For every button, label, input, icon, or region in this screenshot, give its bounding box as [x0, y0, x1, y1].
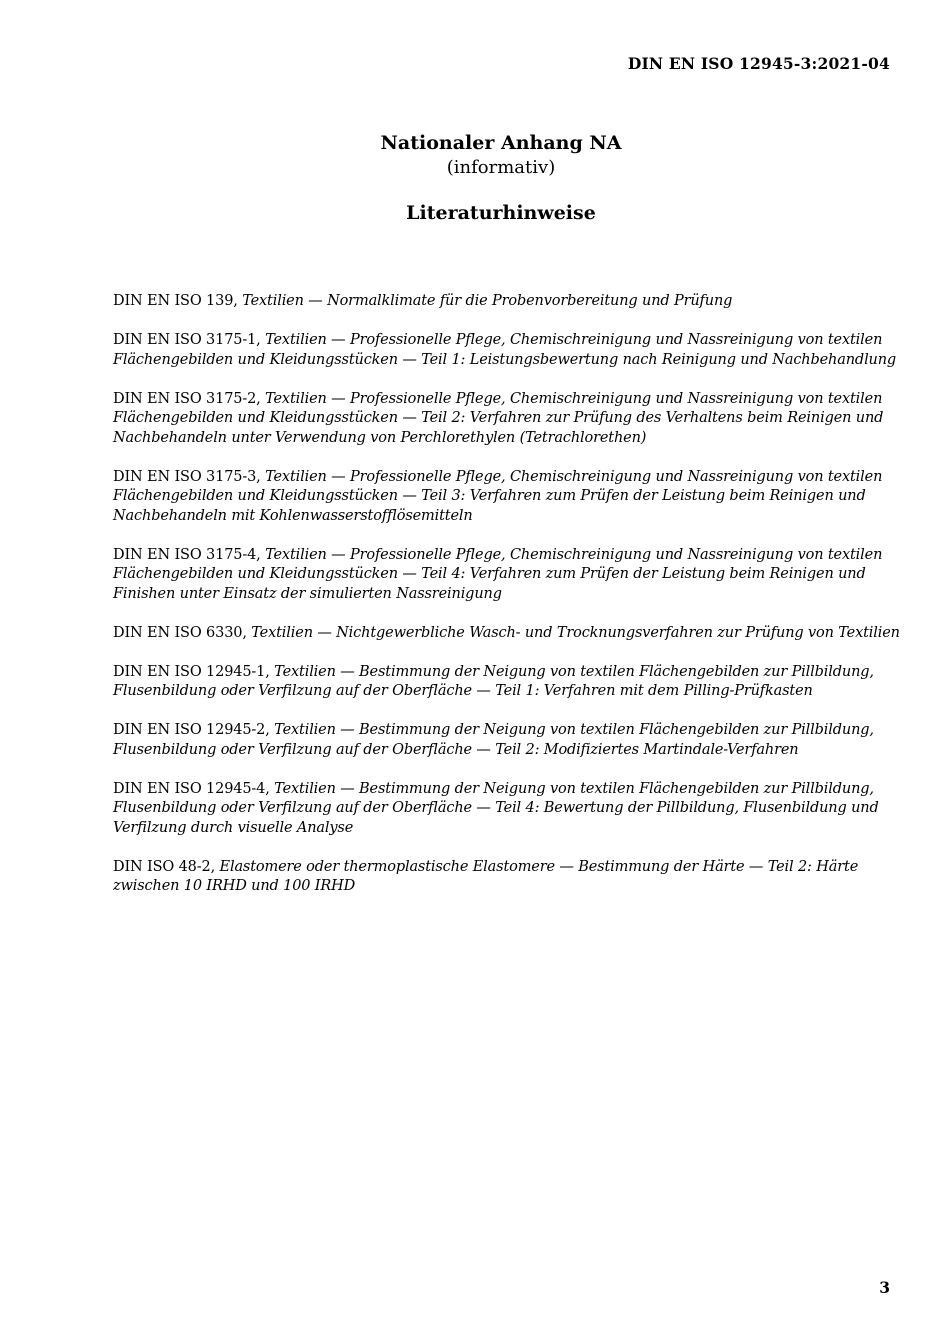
reference-item: DIN EN ISO 12945-4, Textilien — Bestimmung der Neigung von textilen Flächengebilden zur Pillbildung, Flusenbildung oder Verfilzung auf der Oberfläche — Teil 4: Bewertung der Pillbildung, Flusenbildung und Verfilzung durch visuelle Analyse — [113, 780, 879, 836]
reference-item: DIN EN ISO 139, Textilien — Normalklimate für die Probenvorbereitung und Prüfung — [113, 293, 733, 309]
reference-id: DIN ISO 48-2 — [113, 858, 211, 875]
annex-title: Nationaler Anhang NA — [380, 132, 622, 154]
reference-item: DIN EN ISO 3175-3, Textilien — Professionelle Pflege, Chemischreinigung und Nassreinigung von textilen Flächengebilden und Kleidungsstücken — Teil 3: Verfahren zum Prüfen der Leistung beim Reinigen und Nachbehandeln mit Kohlenwasserstofflösemitteln — [113, 468, 883, 524]
reference-id: DIN EN ISO 12945-1 — [113, 663, 266, 680]
reference-id: DIN EN ISO 139 — [113, 293, 234, 309]
reference-title: Textilien — Professionelle Pflege, Chemischreinigung und Nassreinigung von textilen Flächengebilden und Kleidungsstücken — Teil 1: Leistungsbewertung nach Reinigung und Nachbehandlung — [113, 332, 897, 368]
annex-heading — [0, 130, 950, 226]
reference-id: DIN EN ISO 3175-4 — [113, 546, 257, 563]
annex-subtitle: (informativ) — [446, 157, 556, 178]
reference-id: DIN EN ISO 12945-4 — [113, 780, 266, 797]
reference-title: Textilien — Professionelle Pflege, Chemischreinigung und Nassreinigung von textilen Flächengebilden und Kleidungsstücken — Teil 3: Verfahren zum Prüfen der Leistung beim Reinigen und Nachbehandeln mit Kohlenwasserstofflösemitteln — [113, 468, 883, 524]
bibliography-title: Literaturhinweise — [406, 202, 596, 224]
page-number: 3 — [879, 1278, 890, 1297]
reference-title: Textilien — Bestimmung der Neigung von textilen Flächengebilden zur Pillbildung, Flusenbildung oder Verfilzung auf der Oberfläche — Teil 4: Bewertung der Pillbildung, Flusenbildung und Verfilzung durch visuelle Analyse — [113, 780, 879, 836]
reference-title: Textilien — Nichtgewerbliche Wasch- und Trocknungsverfahren zur Prüfung von Textilien — [251, 624, 900, 641]
reference-title: Textilien — Bestimmung der Neigung von textilen Flächengebilden zur Pillbildung, Flusenbildung oder Verfilzung auf der Oberfläche — Teil 1: Verfahren mit dem Pilling-Prüfkasten — [113, 663, 874, 699]
reference-title: Textilien — Bestimmung der Neigung von textilen Flächengebilden zur Pillbildung, Flusenbildung oder Verfilzung auf der Oberfläche — Teil 2: Modifiziertes Martindale-Verfahren — [113, 722, 874, 758]
reference-item: DIN EN ISO 12945-2, Textilien — Bestimmung der Neigung von textilen Flächengebilden zur Pillbildung, Flusenbildung oder Verfilzung auf der Oberfläche — Teil 2: Modifiziertes Martindale-Verfahren — [113, 722, 874, 758]
reference-item: DIN ISO 48-2, Elastomere oder thermoplastische Elastomere — Bestimmung der Härte — Teil 2: Härte zwischen 10 IRHD und 100 IRHD — [113, 858, 859, 894]
reference-item: DIN EN ISO 6330, Textilien — Nichtgewerbliche Wasch- und Trocknungsverfahren zur Prüfung von Textilien — [113, 624, 900, 641]
reference-id: DIN EN ISO 3175-2 — [113, 390, 257, 407]
document-id: DIN EN ISO 12945-3:2021-04 — [627, 54, 890, 73]
reference-title: Textilien — Normalklimate für die Probenvorbereitung und Prüfung — [242, 293, 733, 309]
reference-id: DIN EN ISO 12945-2 — [113, 722, 266, 738]
reference-item: DIN EN ISO 3175-4, Textilien — Professionelle Pflege, Chemischreinigung und Nassreinigung von textilen Flächengebilden und Kleidungsstücken — Teil 4: Verfahren zum Prüfen der Leistung beim Reinigen und Finishen unter Einsatz der simulierten Nassreinigung — [113, 546, 883, 602]
reference-item: DIN EN ISO 12945-1, Textilien — Bestimmung der Neigung von textilen Flächengebilden zur Pillbildung, Flusenbildung oder Verfilzung auf der Oberfläche — Teil 1: Verfahren mit dem Pilling-Prüfkasten — [113, 663, 874, 699]
reference-title: Textilien — Professionelle Pflege, Chemischreinigung und Nassreinigung von textilen Flächengebilden und Kleidungsstücken — Teil 4: Verfahren zum Prüfen der Leistung beim Reinigen und Finishen unter Einsatz der simulierten Nassreinigung — [113, 546, 883, 602]
reference-id: DIN EN ISO 3175-3 — [113, 468, 257, 485]
reference-item: DIN EN ISO 3175-1, Textilien — Professionelle Pflege, Chemischreinigung und Nassreinigung von textilen Flächengebilden und Kleidungsstücken — Teil 1: Leistungsbewertung nach Reinigung und Nachbehandlung — [113, 332, 897, 368]
reference-title: Elastomere oder thermoplastische Elastomere — Bestimmung der Härte — Teil 2: Härte zwischen 10 IRHD und 100 IRHD — [113, 858, 859, 894]
reference-item: DIN EN ISO 3175-2, Textilien — Professionelle Pflege, Chemischreinigung und Nassreinigung von textilen Flächengebilden und Kleidungsstücken — Teil 2: Verfahren zur Prüfung des Verhaltens beim Reinigen und Nachbehandeln unter Verwendung von Perchlorethylen (Tetrachlorethen) — [113, 390, 884, 446]
reference-title: Textilien — Professionelle Pflege, Chemischreinigung und Nassreinigung von textilen Flächengebilden und Kleidungsstücken — Teil 2: Verfahren zur Prüfung des Verhaltens beim Reinigen und Nachbehandeln unter Verwendung von Perchlorethylen (Tetrachlorethen) — [113, 390, 884, 446]
reference-id: DIN EN ISO 6330 — [113, 624, 243, 641]
reference-id: DIN EN ISO 3175-1 — [113, 332, 257, 348]
reference-list — [113, 292, 903, 916]
